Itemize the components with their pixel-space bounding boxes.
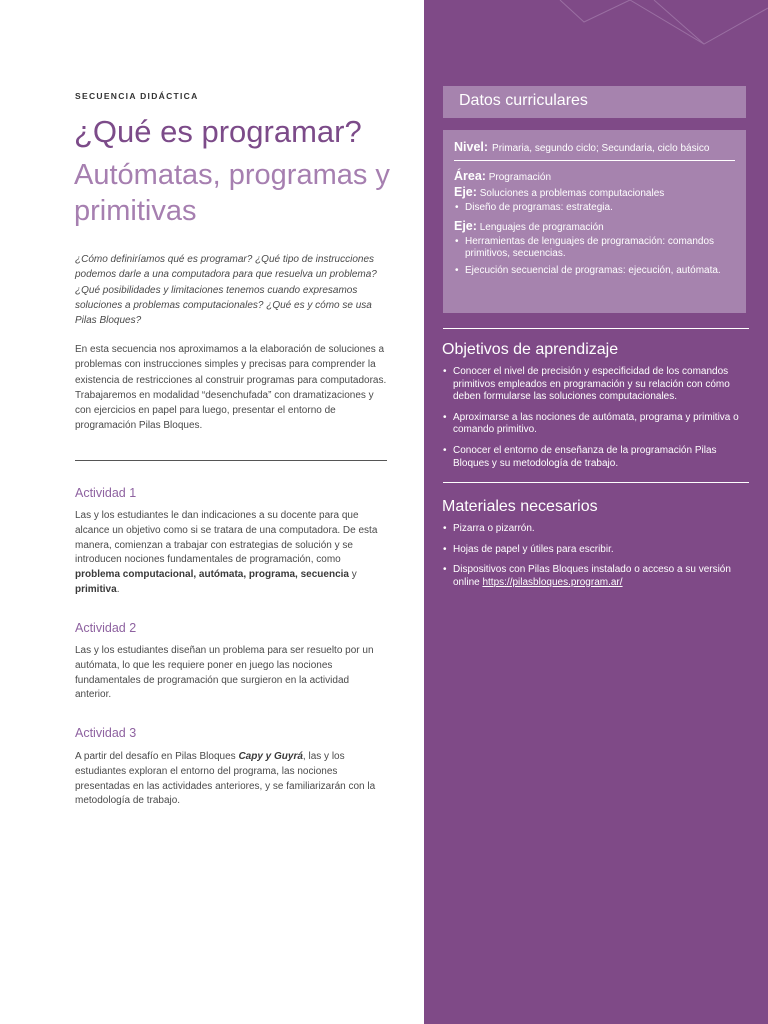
list-item: • Hojas de papel y útiles para escribir. (443, 544, 743, 557)
objetivos-heading: Objetivos de aprendizaje (442, 341, 619, 358)
list-item: • Aproximarse a las nociones de autómata, programa y primitiva o comando primitivo. (443, 412, 743, 437)
activity-2-text: Las y los estudiantes diseñan un problema para ser resuelto por un autómata, lo que les requiere poner en juego las nociones fundamentales de programación que surgieron en la actividad anterior. (75, 645, 374, 701)
list-item: • Diseño de programas: estrategia. (454, 202, 735, 215)
activity-2-heading: Actividad 2 (75, 621, 137, 635)
eje-1-list (454, 202, 735, 215)
materiales-divider (443, 482, 749, 483)
list-item: • Herramientas de lenguajes de programación: comandos primitivos, secuencias. (454, 236, 735, 261)
sequence-description: En esta secuencia nos aproximamos a la elaboración de soluciones a problemas con instrucciones simples y precisas para comprender la existencia de restricciones al construir programas para computadoras. Trabajaremos en modalidad “desenchufada” con dramatizaciones y con ejercicios en papel para luego, presentar el entorno de programación Pilas Bloques. (75, 344, 387, 432)
nivel-row: Nivel: Primaria, segundo ciclo; Secundaria, ciclo básico (454, 140, 710, 154)
eje-2-list (454, 236, 735, 278)
activity-3-text: A partir del desafío en Pilas Bloques Capy y Guyrá, las y los estudiantes exploran el entorno del programa, las nociones presentadas en las actividades anteriores, y se familiarizarán con la metodología de trabajo. (75, 751, 376, 807)
decorative-lines (424, 0, 768, 60)
page-title: ¿Qué es programar? (74, 114, 362, 149)
list-item: • Conocer el entorno de enseñanza de la programación Pilas Bloques y su metodología de trabajo. (443, 445, 743, 470)
pilas-bloques-link[interactable]: https://pilasbloques.program.ar/ (482, 576, 623, 588)
eje-2-row: Eje: Lenguajes de programación (454, 218, 604, 233)
activity-1-key-terms: problema computacional, autómata, programa, secuencia (75, 569, 349, 581)
eje-1-row: Eje: Soluciones a problemas computacionales (454, 185, 665, 199)
activity-1-heading: Actividad 1 (75, 486, 137, 500)
eyebrow-label: SECUENCIA DIDÁCTICA (75, 91, 199, 101)
activity-3-heading: Actividad 3 (75, 726, 137, 740)
list-item: • Ejecución secuencial de programas: ejecución, autómata. (454, 265, 735, 278)
area-row: Área: Programación (454, 169, 552, 183)
list-item: • Dispositivos con Pilas Bloques instalado o acceso a su versión online https://pilasbloques.program.ar/ (443, 564, 743, 589)
page-subtitle: Autómatas, programas y primitivas (74, 159, 390, 227)
datos-curriculares-heading: Datos curriculares (443, 86, 746, 118)
list-item: • Pizarra o pizarrón. (443, 523, 743, 536)
activity-1-text: Las y los estudiantes le dan indicaciones a su docente para que alcance un objetivo como si se tratara de una computadora. De esta manera, comienzan a trabajar con estrategias de solución y se introducen nociones fundamentales de programación, como problema computacional, autómata, programa, secuencia y primitiva. (75, 510, 378, 595)
challenge-name: Capy y Guyrá (238, 751, 303, 762)
materiales-list (443, 523, 743, 597)
nivel-divider (454, 160, 735, 161)
list-item: • Conocer el nivel de precisión y especificidad de los comandos primitivos empleados en programación y su relación con cómo deben formularse las soluciones computacionales. (443, 366, 743, 404)
datos-curriculares-box (443, 130, 746, 313)
section-divider (75, 460, 387, 461)
materiales-heading: Materiales necesarios (442, 498, 598, 515)
intro-questions: ¿Cómo definiríamos qué es programar? ¿Qué tipo de instrucciones podemos darle a una computadora para que resuelva un problema? ¿Qué posibilidades y limitaciones tenemos cuando expresamos soluciones a problemas computacionales? ¿Qué es y cómo se usa Pilas Bloques? (75, 254, 377, 327)
objetivos-list (443, 366, 743, 478)
objetivos-divider (443, 328, 749, 329)
